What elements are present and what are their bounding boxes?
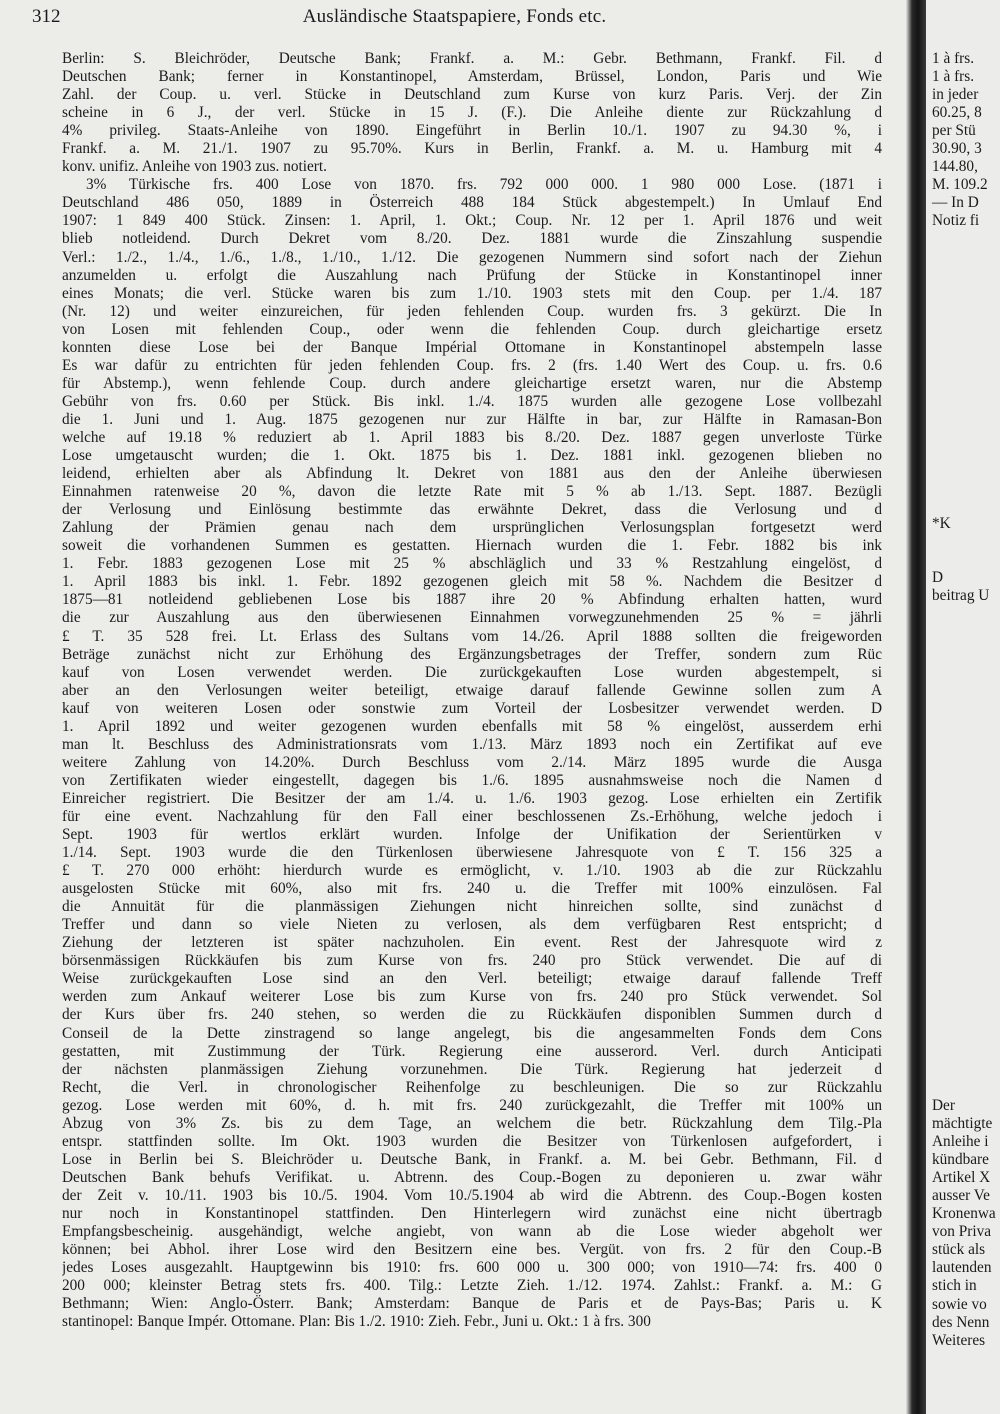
right-page-line <box>926 551 989 569</box>
right-page-line: D <box>932 569 944 587</box>
text-line: gezog. Lose werden mit 60%, d. h. mit frs. 240 zurückgezahlt, die Treffer mit 100% un <box>62 1096 882 1114</box>
text-line: Deutschland 486 050, 1889 in Österreich 488 184 Stück abgestempelt.) In Umlauf End <box>62 194 882 212</box>
running-title: Ausländische Staatspapiere, Fonds etc. <box>302 6 607 27</box>
text-line: Abzug von 3% Zs. bis zu dem Tage, an welchem die betr. Rückzahlung dem Tilg.-Pla <box>62 1114 882 1132</box>
right-page-line: Kronenwa <box>932 1205 996 1223</box>
text-line: 1. April 1883 bis inkl. 1. Febr. 1892 gezogenen gleich mit 58 %. Nachdem die Besitzer d <box>62 573 882 591</box>
text-line: Zahl. der Coup. u. verl. Stücke in Deutschland zum Kurse von kurz Paris. Verj. der Zin <box>62 86 882 104</box>
book-gutter <box>906 0 926 1414</box>
text-line: 200 000; kleinster Betrag stets frs. 400. Tilg.: Letzte Zieh. 1./12. 1974. Zahlst.: Frankf. a. M.: G <box>62 1277 882 1295</box>
text-line: der Kurs über frs. 240 stehen, so werden die zu Rückkäufen disponiblen Summen durch d <box>62 1006 882 1024</box>
text-line: (Nr. 12) und weiter einzureichen, für jeden fehlenden Coup. wurden frs. 3 gekürzt. Die In <box>62 302 882 320</box>
text-line: 1875—81 notleidend gebliebenen Lose bis 1887 ihre 20 % Abfindung erhalten hatten, wurd <box>62 591 882 609</box>
text-line: von Losen mit fehlenden Coup., oder wenn die fehlenden Coup. durch gleichartige ersetz <box>62 320 882 338</box>
text-line: ausgelosten Stücke mit 60%, also mit frs. 240 u. die Treffer mit 100% einzulösen. Fal <box>62 880 882 898</box>
text-line: kauf von Losen verwendet werden. Die zurückgekauften Lose wurden abgestempelt, si <box>62 663 882 681</box>
text-line: Conseil de la Dette zinstragend so lange angelegt, bis die angesammelten Fonds dem Cons <box>62 1024 882 1042</box>
text-line: kauf von weiteren Losen oder sonstwie zum Vorteil der Losbesitzer verwendet werden. D <box>62 699 882 717</box>
text-line: man lt. Beschluss des Administrationsrats vom 1./13. März 1893 noch ein Zertifikat auf eve <box>62 735 882 753</box>
right-page-line: kündbare <box>932 1151 989 1169</box>
text-line: anzumelden u. erfolgt die Auszahlung nach Prüfung der Stücke in Konstantinopel inner <box>62 266 882 284</box>
text-line: nur noch in Konstantinopel stattfinden. Den Hinterlegern wird zunächst eine nicht übertragb <box>62 1205 882 1222</box>
text-line: Zahlung der Prämien genau nach dem ursprünglichen Verlosungsplan fortgesetzt werd <box>62 519 882 537</box>
right-page-line: M. 109.2 <box>932 176 988 194</box>
text-line: soweit die vorhandenen Summen es gestatten. Hiernach wurden die 1. Febr. 1882 bis ink <box>62 537 882 555</box>
right-page-line: ausser Ve <box>932 1187 990 1205</box>
page-number: 312 <box>32 6 61 27</box>
text-line: Deutschen Bank behufs Verifikat. u. Abtrenn. des Coup.-Bogen zu deponieren u. zwar währ <box>62 1168 882 1186</box>
text-line: Empfangsbescheinig. ausgehändigt, welche angiebt, von wann ab die Lose wieder abgeholt wer <box>62 1223 882 1241</box>
right-page-line: Artikel X <box>932 1169 991 1187</box>
right-page-line: des Nenn <box>932 1313 990 1331</box>
text-line: 1907: 1 849 400 Stück. Zinsen: 1. April, 1. Okt.; Coup. Nr. 12 per 1. April 1876 und weit <box>62 212 882 230</box>
right-page-fragment <box>926 0 1000 1414</box>
text-line: Lose in Berlin bei S. Bleichröder u. Deutsche Bank, in Frankf. a. M. bei Gebr. Bethmann, Fil. d <box>62 1150 882 1168</box>
text-line: £ T. 270 000 erhöht: hierdurch wurde es ermöglicht, v. 1./10. 1903 ab die zur Rückzahlu <box>62 862 882 880</box>
right-page-line: stich in <box>932 1277 977 1295</box>
right-block-top <box>926 50 988 230</box>
text-line: 1./14. Sept. 1903 wurde die den Türkenlosen überwiesene Jahresquote von £ T. 156 325 a <box>62 844 882 862</box>
right-page-line: lautenden <box>932 1259 992 1277</box>
text-line: können; bei Abhol. ihrer Lose wird den Besitzern eine bes. Vergüt. von frs. 2 für den Coup.-B <box>62 1241 882 1259</box>
text-line: konv. unifiz. Anleihe von 1903 zus. notiert. <box>62 158 327 176</box>
text-line: 1. Febr. 1883 gezogenen Lose mit 25 % abschläglich und 33 % Restzahlung eingelöst, d <box>62 555 882 573</box>
text-line: Berlin: S. Bleichröder, Deutsche Bank; Frankf. a. M.: Gebr. Bethmann, Frankf. Fil. d <box>62 50 882 67</box>
right-page-line: 1 à frs. <box>932 68 975 86</box>
text-line: 1. April 1892 und weiter gezogenen wurden ebenfalls mit 58 % eingelöst, ausserdem erhi <box>62 717 882 735</box>
text-line: Verl.: 1./2., 1./4., 1./6., 1./8., 1./10., 1./12. Die gezogenen Nummern sind sofort nach der Ziehun <box>62 248 882 266</box>
text-line: Lose umgetauscht wurden; die 1. Okt. 1875 bis 1. Dez. 1881 inkl. gezogenen blieben no <box>62 447 882 465</box>
right-page-line: 60.25, 8 <box>932 104 982 122</box>
right-page-line: 144.80, <box>932 158 978 176</box>
text-line: Einnahmen ratenweise 20 %, davon die letzte Rate mit 5 % ab 1./13. Sept. 1887. Bezügli <box>62 483 882 501</box>
text-line: £ T. 35 528 frei. Lt. Erlass des Sultans vom 14./26. April 1888 sollten die freigeworden <box>62 627 882 645</box>
text-line: die zur Auszahlung aus den überwiesenen Einnahmen vorwegzunehmenden 25 % = jährli <box>62 609 882 627</box>
text-line: blieb notleidend. Durch Dekret vom 8./20. Dez. 1881 wurde die Zinszahlung suspendie <box>62 230 882 248</box>
right-page-line: beitrag U <box>932 587 990 605</box>
text-line: Recht, die Verl. in chronologischer Reihenfolge zu beschleunigen. Die so zur Rückzahlu <box>62 1078 882 1096</box>
text-line: Bethmann; Wien: Anglo-Österr. Bank; Amsterdam: Banque de Paris et de Pays-Bas; Paris u. K <box>62 1295 882 1313</box>
text-line: Ziehung der letzteren ist später nachzuholen. Ein event. Rest der Jahresquote wird z <box>62 934 882 952</box>
text-line: gestatten, mit Zustimmung der Türk. Regierung eine ausserord. Verl. durch Anticipati <box>62 1042 882 1060</box>
text-line: eines Monats; die verl. Stücke waren bis zum 1./10. 1903 stets mit den Coup. per 1./4. 187 <box>62 284 882 302</box>
text-line: scheine in 6 J., der verl. Stücke in 15 J. (F.). Die Anleihe diente zur Rückzahlung d <box>62 104 882 122</box>
text-line: Deutschen Bank; ferner in Konstantinopel, Amsterdam, Brüssel, London, Paris und Wie <box>62 68 882 86</box>
text-line: leidend, erhielten aber als Abfindung lt. Dekret von 1881 aus den der Anleihe überwiesen <box>62 465 882 483</box>
text-line: der Zeit v. 10./11. 1903 bis 10./5. 1904. Vom 10./5.1904 ab wird die Abtrenn. des Coup.-Bogen kosten <box>62 1186 882 1204</box>
text-line: die Annuität für die planmässigen Ziehungen nicht hinreichen sollte, sind zunächst d <box>62 898 882 916</box>
text-line: der Verlosung und Einlösung bestimmte das erwähnte Dekret, dass die Verlosung und d <box>62 501 882 519</box>
text-line: der nächsten planmässigen Ziehung vorzunehmen. Die Türk. Regierung hat jederzeit d <box>62 1060 882 1078</box>
text-line: Beträge zunächst nicht zur Erhöhung des Ergänzungsbetrages der Treffer, sondern zum Rüc <box>62 645 882 663</box>
right-page-line: Weiteres <box>932 1331 986 1349</box>
text-line: Es war dafür zu entrichten für jeden fehlenden Coup. frs. 2 (frs. 1.40 Wert des Coup. u. frs. 0.6 <box>62 356 882 374</box>
right-page-line: per Stü <box>932 122 976 140</box>
text-line: welche auf 19.18 % reduziert ab 1. April 1883 bis 8./20. Dez. 1887 gegen unverloste Türke <box>62 428 882 446</box>
text-line: 4% privileg. Staats-Anleihe von 1890. Eingeführt in Berlin 10./1. 1907 zu 94.30 %, i <box>62 122 882 140</box>
text-line: Gebühr von frs. 0.60 per Stück. Bis inkl. 1./4. 1875 wurden alle gezogene Lose vollbezahl <box>62 392 882 410</box>
main-text-column <box>62 50 882 1410</box>
text-line: die 1. Juni und 1. Aug. 1875 gezogenen nur zur Hälfte in bar, zur Hälfte in Ramasan-Bon <box>62 410 882 428</box>
right-page-line: 1 à frs. <box>932 50 975 67</box>
right-page-line: *K <box>932 515 951 532</box>
text-line: für eine event. Nachzahlung für den Fall einer beschlossenen Zs.-Erhöhung, welche jedoch i <box>62 807 882 825</box>
text-line: börsenmässigen Rückkäufen bis zum Kurse von frs. 240 pro Stück verwendet. Die auf di <box>62 952 882 970</box>
right-page-line <box>926 533 989 551</box>
right-block-middle <box>926 515 989 605</box>
text-line: Treffer und dann so viele Nieten zu verlosen, als dem verfügbaren Rest entspricht; d <box>62 916 882 934</box>
text-line: für Abstemp.), wenn fehlende Coup. durch andere gleichartige ersetzt waren, nur die Abstemp <box>62 374 882 392</box>
right-page-line: 30.90, 3 <box>932 140 982 158</box>
right-page-line: — In D <box>932 194 979 212</box>
text-line: Weise zurückgekauften Lose sind an den Verl. beteiligt; etwaige darauf fallende Treff <box>62 970 882 988</box>
text-line: Sept. 1903 für wertlos erklärt wurden. Infolge der Unifikation der Serientürken v <box>62 826 882 844</box>
right-block-bottom <box>926 1097 996 1350</box>
text-line: 3% Türkische frs. 400 Lose von 1870. frs. 792 000 000. 1 980 000 Lose. (1871 i <box>86 176 882 194</box>
page-header <box>32 6 877 32</box>
right-page-line: stück als <box>932 1241 986 1259</box>
text-line: jedes Loses ausgezahlt. Hauptgewinn bis 1910: frs. 600 000 u. 300 000; von 1910—74: frs. 400 0 <box>62 1259 882 1277</box>
right-page-line: Notiz fi <box>932 212 980 230</box>
text-line: aber an den Verlosungen weiter beteiligt, etwaige darauf fallende Gewinne sollen zum A <box>62 681 882 699</box>
right-page-line: in jeder <box>932 86 979 104</box>
right-page-line: Der <box>932 1097 955 1114</box>
right-page-line: Anleihe i <box>932 1133 989 1151</box>
right-page-line: mächtigte <box>932 1115 993 1133</box>
text-line: von Zertifikaten wieder eingestellt, dagegen bis 1./6. 1895 ausnahmsweise noch die Namen d <box>62 771 882 789</box>
text-line: entspr. stattfinden sollte. Im Okt. 1903 wurden die Besitzer von Türkenlosen aufgefordert, i <box>62 1132 882 1150</box>
right-page-line: sowie vo <box>932 1295 987 1313</box>
text-line: Frankf. a. M. 21./1. 1907 zu 95.70%. Kurs in Berlin, Frankf. a. M. u. Hamburg mit 4 <box>62 140 882 158</box>
text-line: konnten diese Lose bei der Banque Impérial Ottomane in Konstantinopel abstempeln lasse <box>62 338 882 356</box>
text-line: Einreicher registriert. Die Besitzer der am 1./4. u. 1./6. 1903 gezog. Lose erhielten ein Zertifik <box>62 789 882 807</box>
text-line: weitere Zahlung von 14.20%. Durch Beschluss vom 2./14. März 1895 wurde die Ausga <box>62 753 882 771</box>
right-page-line: von Priva <box>932 1223 992 1241</box>
text-line: werden zum Ankauf weiterer Lose bis zum Kurse von frs. 240 pro Stück verwendet. Sol <box>62 988 882 1006</box>
text-line: stantinopel: Banque Impér. Ottomane. Plan: Bis 1./2. 1910: Zieh. Febr., Juni u. Okt.: 1 à frs. 300 <box>62 1313 651 1331</box>
